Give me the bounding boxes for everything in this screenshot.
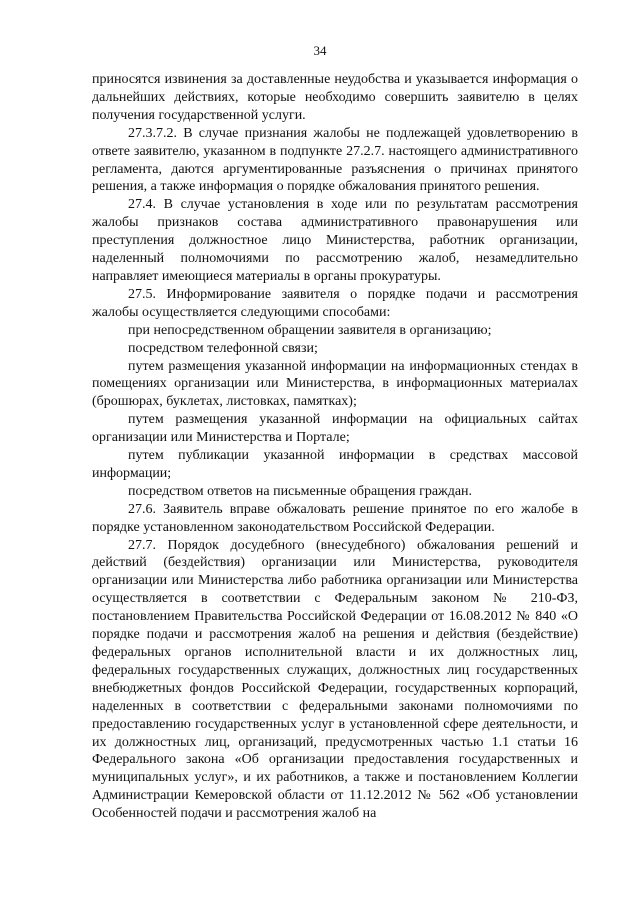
list-item-phone: посредством телефонной связи; [128, 340, 318, 356]
paragraph-27-6: 27.6. Заявитель вправе обжаловать решение принятое по его жалобе в порядке установленном законодательством Российской Федерации. [92, 501, 578, 535]
paragraph-continuation: приносятся извинения за доставленные неудобства и указывается информация о дальнейших действиях, которые необходимо совершить заявителю в целях получения государственной услуги. [92, 72, 578, 123]
list-item-official-sites: путем размещения указанной информации на официальных сайтах организации или Министерства и Портале; [92, 412, 578, 446]
list-item-mass-media: путем публикации указанной информации в средствах массовой информации; [92, 448, 578, 481]
list-item-info-stands: путем размещения указанной информации на информационных стендах в помещениях организации или Министерства, в информационных материалах (брошюрах, буклетах, листовках, памятках); [92, 358, 578, 410]
page-number: 34 [313, 43, 327, 58]
list-item-written-replies: посредством ответов на письменные обращения граждан. [128, 483, 473, 499]
body-text [92, 71, 578, 823]
paragraph-27-3-7-2: 27.3.7.2. В случае признания жалобы не подлежащей удовлетворению в ответе заявителю, указанном в подпункте 27.2.7. настоящего административного регламента, даются аргументированные разъяснения о причинах принятого решения, а также информация о порядке обжалования принятого решения. [92, 125, 578, 195]
list-item-direct-appeal: при непосредственном обращении заявителя в организацию; [128, 322, 492, 338]
paragraph-27-4: 27.4. В случае установления в ходе или по результатам рассмотрения жалобы признаков состава административного правонарушения или преступления должностное лицо Министерства, работник организации, наделенный полномочиями по рассмотрению жалоб, незамедлительно направляет имеющиеся материалы в органы прокуратуры. [92, 197, 578, 284]
paragraph-27-5: 27.5. Информирование заявителя о порядке подачи и рассмотрения жалобы осуществляется следующими способами: [92, 286, 578, 320]
paragraph-27-7: 27.7. Порядок досудебного (внесудебного) обжалования решений и действий (бездействия) организации или Министерства, руководителя организации или Министерства либо работника организации или Министерства осуществляется в соответствии с Федеральным законом № 210-ФЗ, постановлением Правительства Российской Федерации от 16.08.2012 № 840 «О порядке подачи и рассмотрения жалоб на решения и действия (бездействие) федеральных органов исполнительной власти и их должностных лиц, федеральных государственных служащих, должностных лиц государственных внебюджетных фондов Российской Федерации, государственных корпораций, наделенных в соответствии с федеральными законами полномочиями по предоставлению государственных услуг в установленной сфере деятельности, и их должностных лиц, организаций, предусмотренных частью 1.1 статьи 16 Федерального закона «Об организации предоставления государственных и муниципальных услуг», и их работников, а также и постановлением Коллегии Администрации Кемеровской области от 11.12.2012 № 562 «Об установлении Особенностей подачи и рассмотрения жалоб на [92, 537, 578, 822]
